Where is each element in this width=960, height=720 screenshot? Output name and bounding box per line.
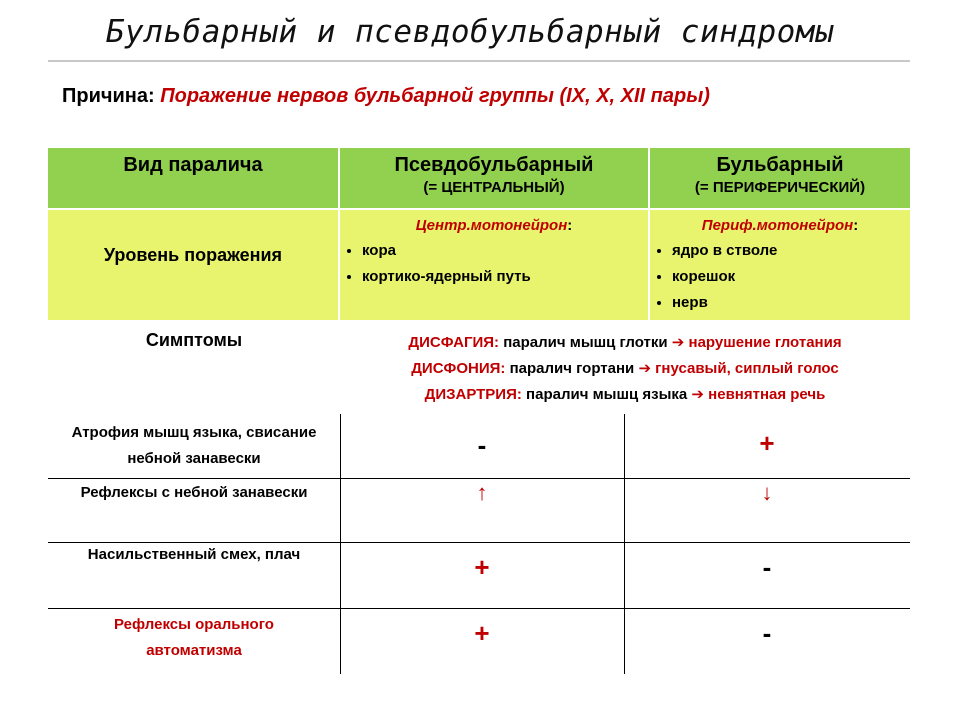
table-cell-bulbar: ↓ bbox=[761, 480, 773, 505]
table-row-label: Рефлексы с небной занавески bbox=[80, 484, 308, 501]
level-pseudo-colon: : bbox=[567, 217, 573, 234]
symptom-result: невнятная речь bbox=[704, 386, 826, 403]
level-row bbox=[48, 210, 910, 322]
cause-separator: : bbox=[148, 85, 161, 107]
table-cell-pseudo: ↑ bbox=[476, 480, 488, 505]
list-item: • кортико-ядерный путь bbox=[362, 264, 648, 290]
cause-text: Поражение нервов бульбарной группы (IX, X, XII пары) bbox=[160, 85, 710, 107]
list-item: • корешок bbox=[672, 264, 910, 290]
list-item: • кора bbox=[362, 238, 648, 264]
table-row-label: Рефлексы орального автоматизма bbox=[114, 616, 274, 659]
level-cell-label bbox=[48, 210, 340, 322]
arrow-right-icon: ➔ bbox=[671, 334, 685, 351]
header-cell-pseudo bbox=[340, 148, 650, 210]
symptom-term: ДИЗАРТРИЯ: bbox=[424, 386, 522, 403]
comparison-table bbox=[48, 414, 910, 674]
row-divider bbox=[48, 608, 910, 609]
table-cell-pseudo: + bbox=[474, 552, 490, 582]
slide-title: Бульбарный и псевдобульбарный синдромы bbox=[105, 14, 835, 50]
symptoms-list bbox=[340, 330, 910, 408]
table-row-label: Насильственный смех, плач bbox=[87, 546, 301, 563]
table-cell-bulbar: + bbox=[759, 428, 775, 458]
symptom-line bbox=[340, 330, 910, 356]
table-cell-pseudo: + bbox=[474, 618, 490, 648]
table-cell-bulbar: - bbox=[762, 552, 772, 582]
symptom-line bbox=[340, 382, 910, 408]
symptom-desc: паралич гортани bbox=[505, 360, 639, 377]
level-pseudo-head-text: Центр.мотонейрон bbox=[415, 217, 568, 234]
cause-line bbox=[62, 85, 710, 108]
level-label: Уровень поражения bbox=[103, 245, 283, 265]
level-bulbar-list bbox=[650, 238, 910, 316]
table-row-label: Атрофия мышц языка, свисание небной занавески bbox=[71, 424, 317, 467]
header-cell-type bbox=[48, 148, 340, 210]
symptom-line bbox=[340, 356, 910, 382]
title-divider bbox=[48, 60, 910, 62]
table-cell-pseudo: - bbox=[477, 430, 487, 460]
symptom-result: нарушение глотания bbox=[684, 334, 842, 351]
symptom-desc: паралич мышц глотки bbox=[499, 334, 672, 351]
level-cell-bulbar bbox=[650, 210, 910, 322]
header-type-label: Вид паралича bbox=[123, 154, 263, 176]
row-divider bbox=[48, 478, 910, 479]
level-bulbar-head bbox=[650, 217, 910, 234]
list-item: • нерв bbox=[672, 290, 910, 316]
symptom-term: ДИСФАГИЯ: bbox=[408, 334, 500, 351]
symptom-result: гнусавый, сиплый голос bbox=[651, 360, 839, 377]
header-bulbar-title: Бульбарный bbox=[716, 154, 844, 176]
cause-label: Причина bbox=[62, 85, 148, 107]
symptom-desc: паралич мышц языка bbox=[521, 386, 692, 403]
header-pseudo-title: Псевдобульбарный bbox=[394, 154, 594, 176]
header-bulbar-subtitle: (= ПЕРИФЕРИЧЕСКИЙ) bbox=[694, 179, 866, 196]
level-cell-pseudo bbox=[340, 210, 650, 322]
arrow-right-icon: ➔ bbox=[638, 360, 652, 377]
header-row bbox=[48, 148, 910, 210]
level-pseudo-head bbox=[340, 217, 648, 234]
list-item: • ядро в стволе bbox=[672, 238, 910, 264]
arrow-right-icon: ➔ bbox=[691, 386, 704, 403]
table-cell-bulbar: - bbox=[762, 618, 772, 648]
header-cell-bulbar bbox=[650, 148, 910, 210]
level-pseudo-list bbox=[340, 238, 648, 290]
symptoms-label: Симптомы bbox=[145, 330, 243, 350]
symptom-term: ДИСФОНИЯ: bbox=[411, 360, 506, 377]
level-bulbar-head-text: Периф.мотонейрон bbox=[701, 217, 854, 234]
header-pseudo-subtitle: (= ЦЕНТРАЛЬНЫЙ) bbox=[423, 179, 565, 196]
level-bulbar-colon: : bbox=[853, 217, 859, 234]
